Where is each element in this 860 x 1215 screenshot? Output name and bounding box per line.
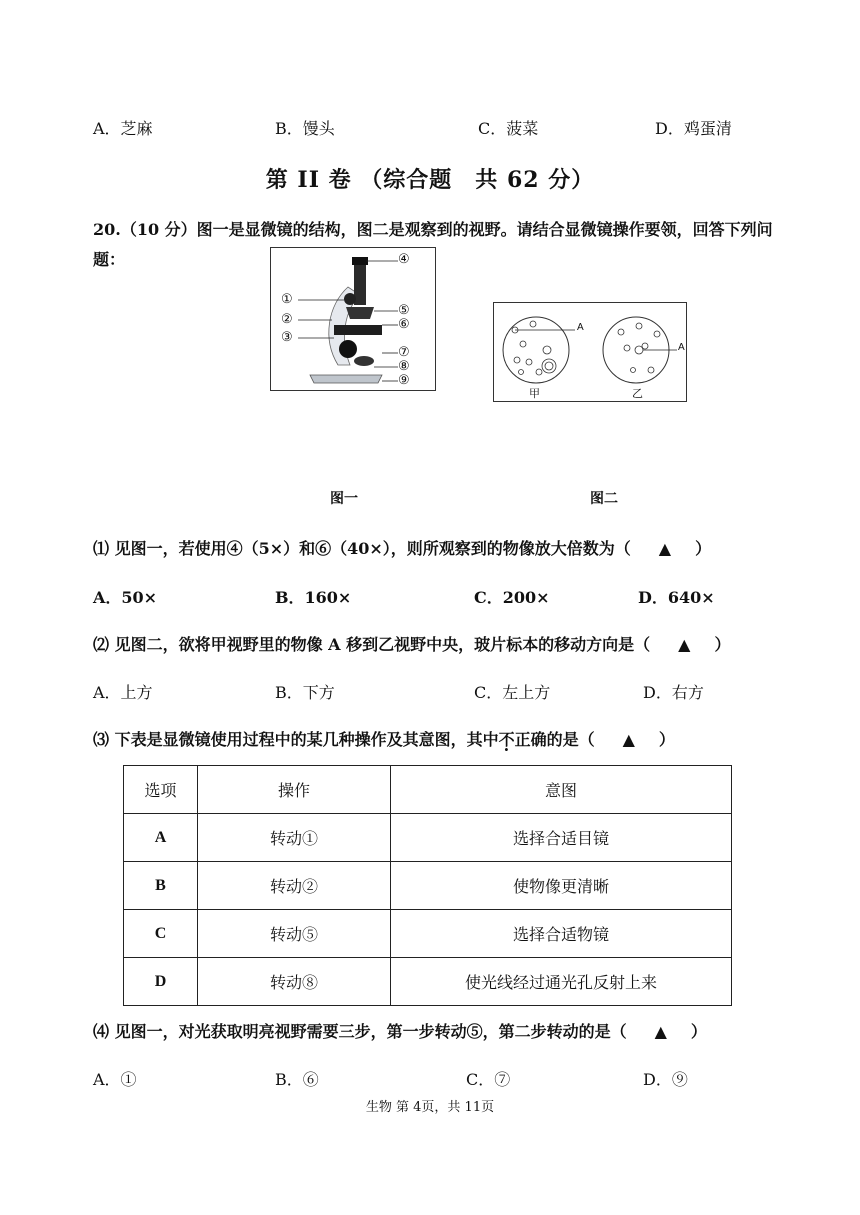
fig2-label-yi: 乙 xyxy=(632,387,643,400)
table-row xyxy=(124,910,732,958)
q4-option-c: C．⑦ xyxy=(466,1070,511,1089)
table-cell: 选择合适物镜 xyxy=(391,910,732,958)
table-cell: 转动⑧ xyxy=(198,958,391,1006)
question-3 xyxy=(93,727,675,750)
q4-option-b: B．⑥ xyxy=(275,1070,319,1089)
fig1-label-6: ⑥ xyxy=(398,317,410,332)
question-2 xyxy=(93,632,730,655)
q1-option-b: B．160× xyxy=(275,588,352,607)
question-4-close: ） xyxy=(690,1022,707,1041)
table-cell: C xyxy=(124,910,198,958)
table-cell: 转动② xyxy=(198,862,391,910)
question-4 xyxy=(93,1019,707,1042)
fig1-label-7: ⑦ xyxy=(398,345,410,360)
question-3-text-after: 正确的是（ xyxy=(514,730,595,749)
q4-option-a: A．① xyxy=(93,1070,137,1089)
table-cell: 转动⑤ xyxy=(198,910,391,958)
table-cell: B xyxy=(124,862,198,910)
table-header: 意图 xyxy=(391,766,732,814)
q2-option-d: D．右方 xyxy=(643,683,704,702)
figure2-caption: 图二 xyxy=(590,491,618,507)
fig1-label-3: ③ xyxy=(281,330,293,345)
question-1-text: ⑴ 见图一，若使用④（5×）和⑥（40×），则所观察到的物像放大倍数为（ xyxy=(93,539,631,558)
question-2-close: ） xyxy=(714,635,731,654)
prev-option-a: A．芝麻 xyxy=(93,119,153,138)
fig2-marker-right: A xyxy=(678,342,685,353)
table-cell: 选择合适目镜 xyxy=(391,814,732,862)
table-row xyxy=(124,862,732,910)
section-title: 第 II 卷 （综合题 共 62 分） xyxy=(265,167,595,193)
table-row xyxy=(124,958,732,1006)
microscope-figure xyxy=(270,247,436,391)
table-row xyxy=(124,814,732,862)
q1-option-d: D．640× xyxy=(638,588,715,607)
question-1-close: ） xyxy=(695,539,712,558)
table-cell: 使物像更清晰 xyxy=(391,862,732,910)
prev-option-c: C．菠菜 xyxy=(478,119,539,138)
fig1-label-1: ① xyxy=(281,292,293,307)
question-3-close: ） xyxy=(658,730,675,749)
answer-blank-2[interactable]: ▲ xyxy=(678,635,691,654)
table-cell: 转动① xyxy=(198,814,391,862)
table-cell: D xyxy=(124,958,198,1006)
prev-option-d: D．鸡蛋清 xyxy=(655,119,732,138)
q2-option-c: C．左上方 xyxy=(474,683,551,702)
page-footer: 生物 第 4页，共 11页 xyxy=(365,1100,495,1115)
q1-option-c: C．200× xyxy=(474,588,550,607)
question-2-text: ⑵ 见图二，欲将甲视野里的物像 A 移到乙视野中央，玻片标本的移动方向是（ xyxy=(93,635,651,654)
q2-option-b: B．下方 xyxy=(275,683,335,702)
question-3-emphasis: 不 xyxy=(498,730,515,749)
table-cell: 使光线经过通光孔反射上来 xyxy=(391,958,732,1006)
field-of-view-figure xyxy=(493,302,687,402)
fig1-label-9: ⑨ xyxy=(398,373,410,388)
question-4-text: ⑷ 见图一，对光获取明亮视野需要三步，第一步转动⑤，第二步转动的是（ xyxy=(93,1022,627,1041)
fig2-label-jia: 甲 xyxy=(529,387,540,400)
question-20-intro: 20.（10 分）图一是显微镜的结构，图二是观察到的视野。请结合显微镜操作要领，回答下列问题： xyxy=(93,220,773,269)
figure1-caption: 图一 xyxy=(330,491,358,507)
q4-option-d: D．⑨ xyxy=(643,1070,688,1089)
table-cell: A xyxy=(124,814,198,862)
fig1-label-2: ② xyxy=(281,312,293,327)
fig1-label-8: ⑧ xyxy=(398,359,410,374)
prev-option-b: B．馒头 xyxy=(275,119,335,138)
operations-table xyxy=(123,765,732,1006)
fig2-marker-left: A xyxy=(577,322,584,333)
table-header: 选项 xyxy=(124,766,198,814)
answer-blank-1[interactable]: ▲ xyxy=(658,539,672,558)
fig1-label-4: ④ xyxy=(398,252,410,267)
fig1-label-5: ⑤ xyxy=(398,303,410,318)
answer-blank-4[interactable]: ▲ xyxy=(654,1022,667,1041)
question-1 xyxy=(93,536,711,559)
table-header: 操作 xyxy=(198,766,391,814)
q2-option-a: A．上方 xyxy=(93,683,153,702)
answer-blank-3[interactable]: ▲ xyxy=(622,730,635,749)
question-3-text-before: ⑶ 下表是显微镜使用过程中的某几种操作及其意图，其中 xyxy=(93,730,499,749)
table-header-row xyxy=(124,766,732,814)
q1-option-a: A．50× xyxy=(93,588,158,607)
